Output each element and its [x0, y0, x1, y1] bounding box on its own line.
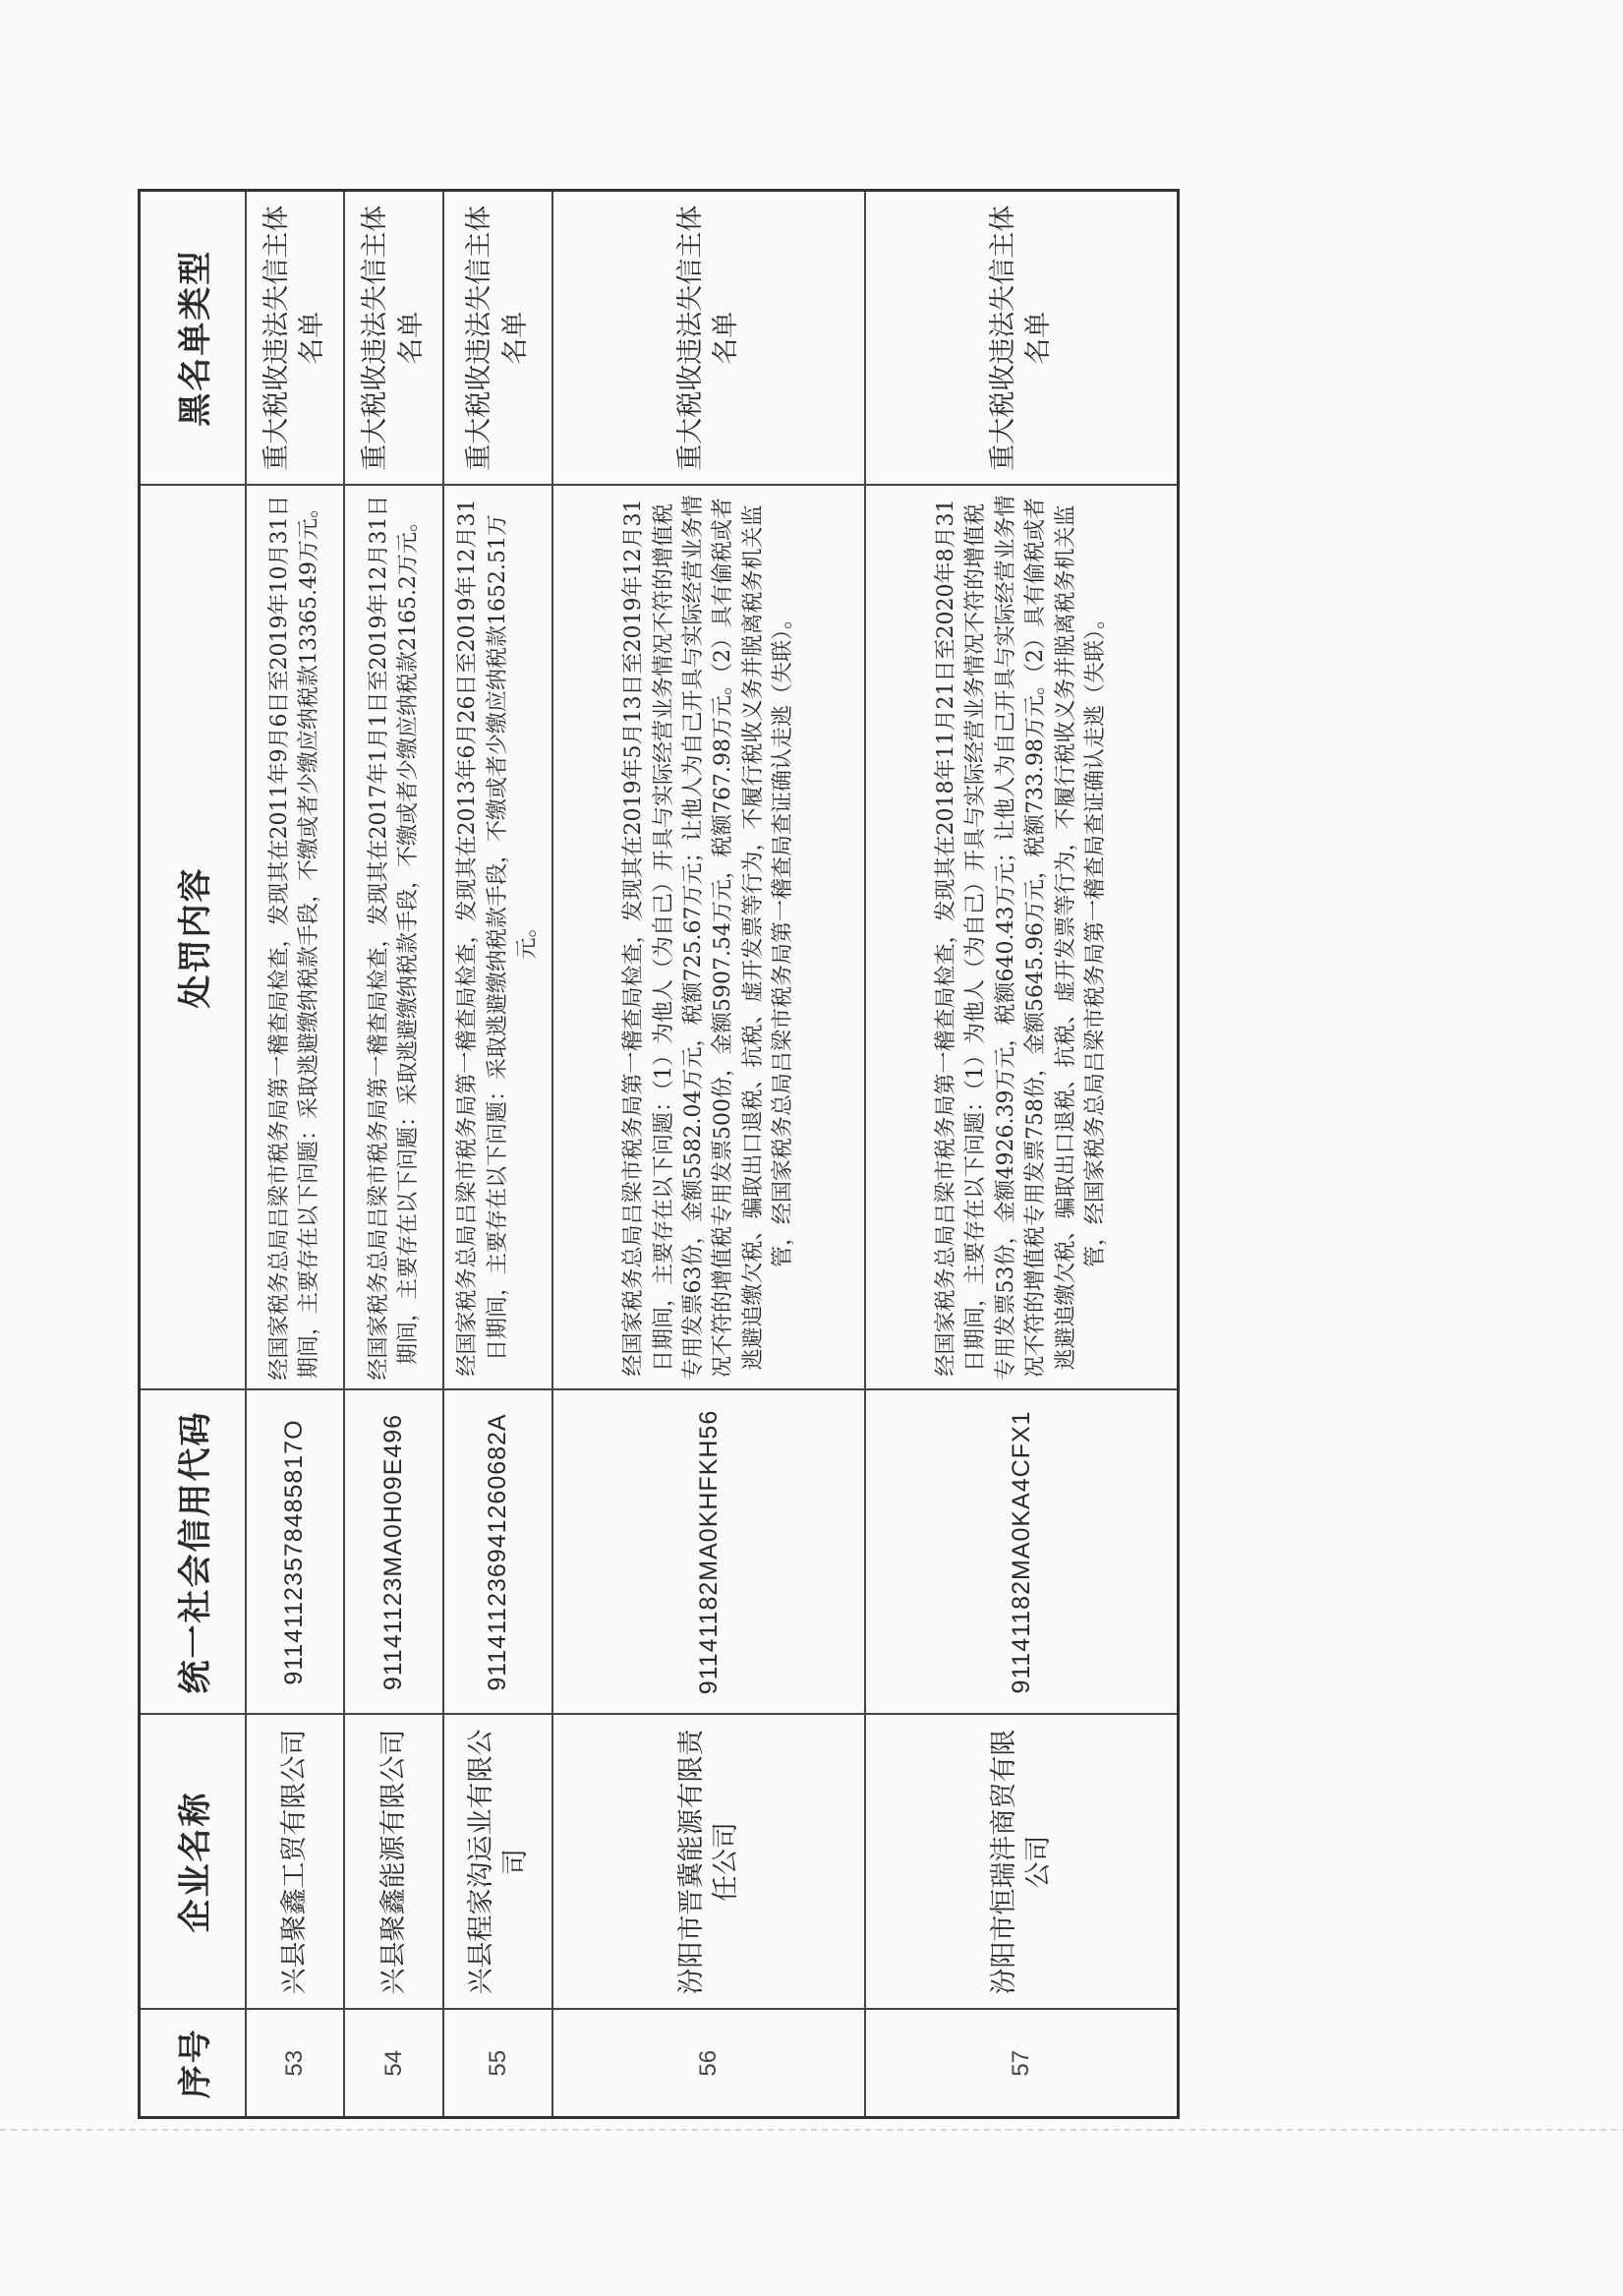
cell-code: 91141182MA0KHFKH56 [552, 1390, 865, 1715]
cell-no: 55 [443, 2010, 552, 2118]
header-type: 黑名单类型 [140, 191, 246, 486]
table-header [140, 191, 246, 2118]
table-row [344, 191, 443, 2118]
rotated-page-content [138, 192, 1180, 2119]
table-row [246, 191, 345, 2118]
table-body [246, 191, 1179, 2118]
cell-name: 兴县聚鑫能源有限公司 [344, 1715, 443, 2010]
cell-type: 重大税收违法失信主体名单 [344, 191, 443, 486]
cell-type: 重大税收违法失信主体名单 [865, 191, 1178, 486]
header-row [140, 191, 246, 2118]
header-content: 处罚内容 [140, 486, 246, 1390]
header-no: 序号 [140, 2010, 246, 2118]
cell-type: 重大税收违法失信主体名单 [246, 191, 345, 486]
cell-no: 56 [552, 2010, 865, 2118]
cell-no: 57 [865, 2010, 1178, 2118]
cell-type: 重大税收违法失信主体名单 [552, 191, 865, 486]
cell-content: 经国家税务总局吕梁市税务局第一稽查局检查，发现其在2013年6月26日至2019年12月31日期间，主要存在以下问题：采取逃避缴纳税款手段，不缴或者少缴应纳税款1652.51万元。 [443, 486, 552, 1390]
cell-code: 91141123578485817O [246, 1390, 345, 1715]
header-code: 统一社会信用代码 [140, 1390, 246, 1715]
cell-name: 汾阳市恒瑞沣商贸有限公司 [865, 1715, 1178, 2010]
cell-name: 汾阳市晋冀能源有限责任公司 [552, 1715, 865, 2010]
cell-name: 兴县程家沟运业有限公司 [443, 1715, 552, 2010]
table-row [552, 191, 865, 2118]
cell-content: 经国家税务总局吕梁市税务局第一稽查局检查，发现其在2017年1月1日至2019年12月31日期间，主要存在以下问题：采取逃避缴纳税款手段，不缴或者少缴应纳税款2165.2万元。 [344, 486, 443, 1390]
cell-type: 重大税收违法失信主体名单 [443, 191, 552, 486]
cell-content: 经国家税务总局吕梁市税务局第一稽查局检查，发现其在2011年9月6日至2019年10月31日期间，主要存在以下问题：采取逃避缴纳税款手段，不缴或者少缴应纳税款13365.49万元。 [246, 486, 345, 1390]
table-row [443, 191, 552, 2118]
cell-content: 经国家税务总局吕梁市税务局第一稽查局检查，发现其在2019年5月13日至2019年12月31日期间，主要存在以下问题：（1）为他人（为自己）开具与实际经营业务情况不符的增值税专用发票63份，金额5582.04万元，税额725.67万元；让他人为自己开具与实际经营业务情况不符的增值税专用发票500份，金额5907.54万元，税额767.98万元。（2）具有偷税或者逃避追缴欠税、骗取出口退税、抗税、虚开发票等行为，不履行税收义务并脱离税务机关监管，经国家税务总局吕梁市税务局第一稽查局查证确认走逃（失联）。 [552, 486, 865, 1390]
cell-code: 911411236941260682A [443, 1390, 552, 1715]
cell-no: 53 [246, 2010, 345, 2118]
cell-code: 91141182MA0KA4CFX1 [865, 1390, 1178, 1715]
cell-content: 经国家税务总局吕梁市税务局第一稽查局检查，发现其在2018年11月21日至2020年8月31日期间，主要存在以下问题：（1）为他人（为自己）开具与实际经营业务情况不符的增值税专用发票53份，金额4926.39万元，税额640.43万元；让他人为自己开具与实际经营业务情况不符的增值税专用发票758份，金额5645.96万元，税额733.98万元。（2）具有偷税或者逃避追缴欠税、骗取出口退税、抗税、虚开发票等行为，不履行税收义务并脱离税务机关监管，经国家税务总局吕梁市税务局第一稽查局查证确认走逃（失联）。 [865, 486, 1178, 1390]
scan-artifact-line [0, 2129, 1623, 2131]
cell-code: 91141123MA0H09E496 [344, 1390, 443, 1715]
cell-name: 兴县聚鑫工贸有限公司 [246, 1715, 345, 2010]
cell-no: 54 [344, 2010, 443, 2118]
table-row [865, 191, 1178, 2118]
header-name: 企业名称 [140, 1715, 246, 2010]
blacklist-table [138, 189, 1180, 2119]
